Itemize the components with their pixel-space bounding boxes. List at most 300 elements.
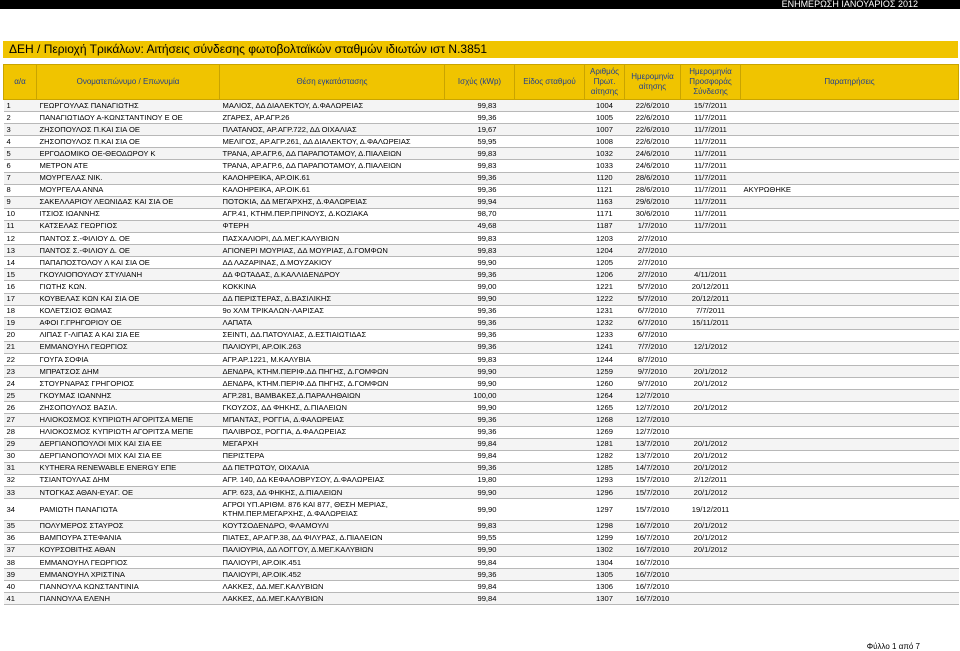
table-row [4,438,959,450]
table-row [4,293,959,305]
cell-prot: 1260 [585,378,625,390]
cell-offer: 15/7/2011 [681,100,741,112]
cell-notes [741,293,959,305]
cell-kw: 98,70 [445,208,515,220]
cell-notes [741,245,959,257]
cell-date: 13/7/2010 [625,450,681,462]
cell-type [515,581,585,593]
cell-aa: 39 [4,569,37,581]
cell-name: KYTHERA RENEWABLE ENERGY ΕΠΕ [37,462,220,474]
cell-location: ΑΓΡ. 140, ΔΔ ΚΕΦΑΛΟΒΡΥΣΟΥ, Δ.ΦΑΛΩΡΕΙΑΣ [220,474,445,486]
cell-notes [741,520,959,532]
cell-prot: 1281 [585,438,625,450]
cell-offer: 11/7/2011 [681,196,741,208]
cell-aa: 18 [4,305,37,317]
cell-offer: 20/1/2012 [681,378,741,390]
cell-date: 12/7/2010 [625,426,681,438]
cell-offer: 20/12/2011 [681,293,741,305]
cell-offer: 20/1/2012 [681,544,741,556]
cell-prot: 1269 [585,426,625,438]
cell-notes [741,474,959,486]
cell-prot: 1205 [585,257,625,269]
cell-notes [741,281,959,293]
cell-date: 16/7/2010 [625,593,681,605]
col-header-notes: Παρατηρήσεις [741,65,959,100]
cell-name: ΜΕΤΡΟΝ ΑΤΕ [37,160,220,172]
cell-offer: 12/1/2012 [681,341,741,353]
cell-type [515,569,585,581]
cell-name: ΖΗΣΟΠΟΥΛΟΣ Π.ΚΑΙ ΣΙΑ ΟΕ [37,136,220,148]
cell-aa: 2 [4,112,37,124]
cell-type [515,402,585,414]
cell-location: ΤΡΑΝΑ, ΑΡ.ΑΓΡ.6, ΔΔ ΠΑΡΑΠΟΤΑΜΟΥ, Δ.ΠΙΑΛΕΙΩΝ [220,160,445,172]
table-row [4,499,959,521]
cell-notes [741,487,959,499]
cell-location: ΑΓΡ.ΑΡ.1221, Μ.ΚΑΛΥΒΙΑ [220,353,445,365]
cell-prot: 1222 [585,293,625,305]
cell-prot: 1032 [585,148,625,160]
cell-kw: 99,84 [445,593,515,605]
table-row [4,329,959,341]
cell-notes [741,353,959,365]
cell-prot: 1285 [585,462,625,474]
cell-notes [741,544,959,556]
cell-offer: 11/7/2011 [681,136,741,148]
table-row [4,160,959,172]
cell-aa: 8 [4,184,37,196]
cell-type [515,305,585,317]
cell-kw: 99,83 [445,233,515,245]
cell-offer: 11/7/2011 [681,220,741,232]
cell-notes [741,341,959,353]
cell-location: ΛΑΚΚΕΣ, ΔΔ.ΜΕΓ.ΚΑΛΥΒΙΩΝ [220,593,445,605]
cell-date: 28/6/2010 [625,184,681,196]
cell-aa: 37 [4,544,37,556]
cell-offer [681,390,741,402]
cell-kw: 99,36 [445,305,515,317]
cell-prot: 1305 [585,569,625,581]
cell-notes [741,378,959,390]
cell-type [515,293,585,305]
cell-type [515,532,585,544]
cell-kw: 99,83 [445,148,515,160]
cell-date: 13/7/2010 [625,438,681,450]
cell-offer: 11/7/2011 [681,172,741,184]
cell-notes [741,269,959,281]
cell-notes [741,366,959,378]
table-row [4,581,959,593]
cell-notes [741,402,959,414]
cell-kw: 99,36 [445,269,515,281]
cell-notes [741,581,959,593]
cell-type [515,378,585,390]
cell-aa: 11 [4,220,37,232]
cell-notes [741,172,959,184]
cell-notes [741,450,959,462]
cell-kw: 99,55 [445,532,515,544]
cell-kw: 99,94 [445,196,515,208]
cell-offer: 20/1/2012 [681,520,741,532]
table-row [4,100,959,112]
table-row [4,474,959,486]
cell-offer [681,556,741,568]
cell-type [515,426,585,438]
cell-offer [681,569,741,581]
cell-kw: 99,83 [445,520,515,532]
cell-date: 22/6/2010 [625,124,681,136]
cell-notes [741,160,959,172]
cell-aa: 29 [4,438,37,450]
title-bar [3,41,958,58]
cell-notes [741,148,959,160]
cell-location: ΔΔ ΠΕΡΙΣΤΕΡΑΣ, Δ.ΒΑΣΙΛΙΚΗΣ [220,293,445,305]
cell-prot: 1307 [585,593,625,605]
col-header-date: Ημερομηνία αίτησης [625,65,681,100]
cell-kw: 99,00 [445,281,515,293]
cell-date: 2/7/2010 [625,245,681,257]
table-row [4,208,959,220]
cell-date: 6/7/2010 [625,317,681,329]
applications-table [3,64,959,605]
cell-kw: 99,90 [445,499,515,521]
table-row [4,426,959,438]
table-row [4,353,959,365]
cell-location: ΠΑΛΙΟΥΡΙ, ΑΡ.ΟΙΚ.452 [220,569,445,581]
table-row [4,390,959,402]
cell-prot: 1033 [585,160,625,172]
cell-date: 7/7/2010 [625,341,681,353]
table-row [4,245,959,257]
cell-prot: 1007 [585,124,625,136]
cell-location: ΖΓΑΡΕΣ, ΑΡ.ΑΓΡ.26 [220,112,445,124]
cell-date: 5/7/2010 [625,281,681,293]
cell-kw: 99,36 [445,341,515,353]
cell-date: 22/6/2010 [625,112,681,124]
cell-aa: 41 [4,593,37,605]
cell-kw: 99,90 [445,257,515,269]
cell-location: ΓΚΟΥΖΟΣ, ΔΔ ΦΗΚΗΣ, Δ.ΠΙΑΛΕΙΩΝ [220,402,445,414]
table-row [4,220,959,232]
cell-kw: 99,36 [445,569,515,581]
table-row [4,569,959,581]
cell-kw: 59,95 [445,136,515,148]
cell-date: 1/7/2010 [625,220,681,232]
cell-aa: 31 [4,462,37,474]
cell-notes [741,317,959,329]
cell-notes [741,257,959,269]
cell-prot: 1204 [585,245,625,257]
cell-prot: 1233 [585,329,625,341]
cell-type [515,196,585,208]
cell-date: 8/7/2010 [625,353,681,365]
table-row [4,450,959,462]
table-body [4,100,959,605]
cell-date: 2/7/2010 [625,233,681,245]
cell-prot: 1306 [585,581,625,593]
cell-kw: 99,83 [445,160,515,172]
cell-date: 6/7/2010 [625,305,681,317]
cell-aa: 17 [4,293,37,305]
cell-aa: 34 [4,499,37,521]
table-row [4,305,959,317]
cell-prot: 1297 [585,499,625,521]
cell-name: ΓΙΑΝΝΟΥΛΑ ΚΩΝΣΤΑΝΤΙΝΙΑ [37,581,220,593]
cell-aa: 9 [4,196,37,208]
cell-type [515,544,585,556]
cell-prot: 1298 [585,520,625,532]
cell-prot: 1187 [585,220,625,232]
cell-name: ΠΑΝΑΓΙΩΤΙΔΟΥ Α-ΚΩΝΣΤΑΝΤΙΝΟΥ Ε ΟΕ [37,112,220,124]
cell-type [515,233,585,245]
cell-location: ΔΕΝΔΡΑ, ΚΤΗΜ.ΠΕΡΙΦ.ΔΔ ΠΗΓΗΣ, Δ.ΓΟΜΦΩΝ [220,378,445,390]
cell-location: ΜΠΑΝΤΑΣ, ΡΟΓΓΙΑ, Δ.ΦΑΛΩΡΕΙΑΣ [220,414,445,426]
cell-aa: 19 [4,317,37,329]
cell-location: ΠΟΤΟΚΙΑ, ΔΔ ΜΕΓΑΡΧΗΣ, Δ.ΦΑΛΩΡΕΙΑΣ [220,196,445,208]
cell-prot: 1231 [585,305,625,317]
cell-aa: 12 [4,233,37,245]
cell-type [515,329,585,341]
cell-location: ΜΕΛΙΓΟΣ, ΑΡ.ΑΓΡ.261, ΔΔ ΔΙΑΛΕΚΤΟΥ, Δ.ΦΑΛΩΡΕΙΑΣ [220,136,445,148]
cell-location: ΣΕΙΝΤΙ, ΔΔ.ΠΑΤΟΥΛΙΑΣ, Δ.ΕΣΤΙΑΙΩΤΙΔΑΣ [220,329,445,341]
cell-date: 15/7/2010 [625,499,681,521]
cell-type [515,499,585,521]
cell-notes [741,569,959,581]
cell-notes [741,136,959,148]
cell-type [515,112,585,124]
cell-offer: 11/7/2011 [681,124,741,136]
cell-date: 12/7/2010 [625,402,681,414]
cell-aa: 30 [4,450,37,462]
cell-offer [681,257,741,269]
cell-offer: 11/7/2011 [681,208,741,220]
cell-type [515,593,585,605]
cell-offer: 20/1/2012 [681,487,741,499]
cell-type [515,414,585,426]
cell-date: 9/7/2010 [625,366,681,378]
cell-name: ΗΛΙΟΚΟΣΜΟΣ ΚΥΠΡΙΩΤΗ ΑΓΟΡΙΤΣΑ ΜΕΠΕ [37,426,220,438]
col-header-type: Είδος σταθμού [515,65,585,100]
cell-kw: 99,36 [445,112,515,124]
table-row [4,257,959,269]
cell-date: 12/7/2010 [625,414,681,426]
col-header-name: Ονοματεπώνυμο / Επωνυμία [37,65,220,100]
cell-notes [741,426,959,438]
cell-prot: 1268 [585,414,625,426]
cell-location: ΚΟΥΤΣΟΔΕΝΔΡΟ, ΦΛΑΜΟΥΛΙ [220,520,445,532]
cell-location: ΑΓΙΟΝΕΡΙ ΜΟΥΡΙΑΣ, ΔΔ ΜΟΥΡΙΑΣ, Δ.ΓΟΜΦΩΝ [220,245,445,257]
cell-location: ΠΛΑΤΑΝΟΣ, ΑΡ.ΑΓΡ.722, ΔΔ ΟΙΧΑΛΙΑΣ [220,124,445,136]
cell-prot: 1299 [585,532,625,544]
cell-type [515,100,585,112]
top-bar [0,0,960,9]
cell-offer: 4/11/2011 [681,269,741,281]
cell-prot: 1206 [585,269,625,281]
cell-location: ΔΔ ΦΩΤΑΔΑΣ, Δ.ΚΑΛΛΙΔΕΝΔΡΟΥ [220,269,445,281]
table-row [4,556,959,568]
cell-offer: 20/1/2012 [681,450,741,462]
cell-location: ΠΑΛΙΟΥΡΙ, ΑΡ.ΟΙΚ.451 [220,556,445,568]
cell-type [515,474,585,486]
cell-notes [741,305,959,317]
cell-date: 16/7/2010 [625,544,681,556]
cell-offer [681,581,741,593]
cell-offer: 19/12/2011 [681,499,741,521]
cell-notes [741,208,959,220]
cell-aa: 28 [4,426,37,438]
cell-notes [741,414,959,426]
cell-notes [741,100,959,112]
cell-offer: 11/7/2011 [681,112,741,124]
cell-offer: 20/1/2012 [681,366,741,378]
cell-name: ΔΕΡΓΙΑΝΟΠΟΥΛΟΙ ΜΙΧ ΚΑΙ ΣΙΑ ΕΕ [37,438,220,450]
cell-aa: 20 [4,329,37,341]
cell-offer [681,245,741,257]
cell-location: ΔΔ ΛΑΖΑΡΙΝΑΣ, Δ.ΜΟΥΖΑΚΙΟΥ [220,257,445,269]
cell-location: ΚΟΚΚΙΝΑ [220,281,445,293]
cell-notes [741,499,959,521]
cell-prot: 1304 [585,556,625,568]
cell-offer [681,593,741,605]
header-row [4,65,959,100]
cell-date: 16/7/2010 [625,556,681,568]
cell-offer [681,414,741,426]
cell-prot: 1244 [585,353,625,365]
col-header-aa: α/α [4,65,37,100]
cell-date: 14/7/2010 [625,462,681,474]
cell-name: ΕΜΜΑΝΟΥΗΛ ΧΡΙΣΤΙΝΑ [37,569,220,581]
table-row [4,136,959,148]
cell-prot: 1302 [585,544,625,556]
cell-name: ΗΛΙΟΚΟΣΜΟΣ ΚΥΠΡΙΩΤΗ ΑΓΟΡΙΤΣΑ ΜΕΠΕ [37,414,220,426]
table-row [4,487,959,499]
cell-notes [741,196,959,208]
cell-date: 28/6/2010 [625,172,681,184]
table-row [4,462,959,474]
cell-prot: 1163 [585,196,625,208]
cell-prot: 1259 [585,366,625,378]
cell-name: ΓΕΩΡΓΟΥΛΑΣ ΠΑΝΑΓΙΩΤΗΣ [37,100,220,112]
cell-name: ΜΟΥΡΓΕΛΑΣ ΝΙΚ. [37,172,220,184]
cell-name: ΠΑΝΤΟΣ Σ.-ΦΙΛΙΟΥ Δ. ΟΕ [37,233,220,245]
table-row [4,341,959,353]
cell-type [515,269,585,281]
cell-type [515,160,585,172]
cell-name: ΡΑΜΙΩΤΗ ΠΑΝΑΓΙΩΤΑ [37,499,220,521]
cell-kw: 99,90 [445,487,515,499]
cell-date: 2/7/2010 [625,257,681,269]
cell-kw: 99,84 [445,556,515,568]
cell-name: ΔΕΡΓΙΑΝΟΠΟΥΛΟΙ ΜΙΧ ΚΑΙ ΣΙΑ ΕΕ [37,450,220,462]
table-row [4,402,959,414]
cell-type [515,136,585,148]
cell-kw: 99,36 [445,184,515,196]
cell-date: 6/7/2010 [625,329,681,341]
cell-date: 24/6/2010 [625,160,681,172]
cell-kw: 19,67 [445,124,515,136]
cell-aa: 10 [4,208,37,220]
table-row [4,269,959,281]
col-header-location: Θέση εγκατάστασης [220,65,445,100]
cell-type [515,341,585,353]
cell-location: ΑΓΡ. 623, ΔΔ ΦΗΚΗΣ, Δ.ΠΙΑΛΕΙΩΝ [220,487,445,499]
cell-name: ΓΙΩΤΗΣ ΚΩΝ. [37,281,220,293]
cell-name: ΜΠΡΑΤΣΟΣ ΔΗΜ [37,366,220,378]
cell-kw: 99,36 [445,329,515,341]
table-row [4,378,959,390]
cell-prot: 1203 [585,233,625,245]
cell-date: 2/7/2010 [625,269,681,281]
cell-location: ΚΑΛΟΗΡΕΙΚΑ, ΑΡ.ΟΙΚ.61 [220,184,445,196]
cell-kw: 99,36 [445,426,515,438]
page-title: ΔΕΗ / Περιοχή Τρικάλων: Αιτήσεις σύνδεσης φωτοβολταϊκών σταθμών ιδιωτών ιστ Ν.3851 [9,42,488,56]
col-header-prot: Αριθμός Πρωτ. αίτησης [585,65,625,100]
table-row [4,196,959,208]
cell-date: 15/7/2010 [625,474,681,486]
cell-aa: 26 [4,402,37,414]
cell-type [515,317,585,329]
cell-name: ΜΟΥΡΓΕΛΑ ΑΝΝΑ [37,184,220,196]
cell-type [515,462,585,474]
cell-name: ΠΑΝΤΟΣ Σ.-ΦΙΛΙΟΥ Δ. ΟΕ [37,245,220,257]
cell-date: 30/6/2010 [625,208,681,220]
cell-aa: 1 [4,100,37,112]
cell-location: ΚΑΛΟΗΡΕΙΚΑ, ΑΡ.ΟΙΚ.61 [220,172,445,184]
cell-aa: 21 [4,341,37,353]
cell-name: ΕΡΓΟΔΟΜΙΚΟ ΟΕ-ΘΕΟΔΩΡΟΥ Κ [37,148,220,160]
table-row [4,544,959,556]
cell-offer: 20/1/2012 [681,402,741,414]
cell-name: ΚΟΥΡΣΟΒΙΤΗΣ ΑΘΑΝ [37,544,220,556]
cell-type [515,172,585,184]
cell-aa: 27 [4,414,37,426]
cell-kw: 99,90 [445,293,515,305]
cell-prot: 1221 [585,281,625,293]
cell-notes [741,329,959,341]
cell-notes [741,462,959,474]
cell-type [515,520,585,532]
cell-notes [741,532,959,544]
cell-prot: 1282 [585,450,625,462]
cell-aa: 3 [4,124,37,136]
cell-kw: 100,00 [445,390,515,402]
cell-prot: 1241 [585,341,625,353]
cell-date: 15/7/2010 [625,487,681,499]
cell-prot: 1008 [585,136,625,148]
cell-notes [741,220,959,232]
cell-prot: 1171 [585,208,625,220]
cell-location: ΛΑΚΚΕΣ, ΔΔ.ΜΕΓ.ΚΑΛΥΒΙΩΝ [220,581,445,593]
cell-aa: 22 [4,353,37,365]
cell-aa: 32 [4,474,37,486]
cell-kw: 99,90 [445,378,515,390]
cell-location: ΑΓΡ.281, ΒΑΜΒΑΚΕΣ,Δ.ΠΑΡΑΛΗΘΑΙΩΝ [220,390,445,402]
cell-aa: 36 [4,532,37,544]
cell-location: ΠΙΑΤΕΣ, ΑΡ.ΑΓΡ.38, ΔΔ ΦΙΛΥΡΑΣ, Δ.ΠΙΑΛΕΙΩΝ [220,532,445,544]
table-row [4,172,959,184]
cell-type [515,124,585,136]
cell-location: ΤΡΑΝΑ, ΑΡ.ΑΓΡ.6, ΔΔ ΠΑΡΑΠΟΤΑΜΟΥ, Δ.ΠΙΑΛΕΙΩΝ [220,148,445,160]
page-counter: Φύλλο 1 από 7 [866,642,920,651]
cell-type [515,353,585,365]
cell-date: 29/6/2010 [625,196,681,208]
cell-notes [741,556,959,568]
table-row [4,233,959,245]
cell-offer: 7/7/2011 [681,305,741,317]
table-row [4,414,959,426]
cell-offer: 20/1/2012 [681,532,741,544]
cell-date: 12/7/2010 [625,390,681,402]
cell-date: 9/7/2010 [625,378,681,390]
